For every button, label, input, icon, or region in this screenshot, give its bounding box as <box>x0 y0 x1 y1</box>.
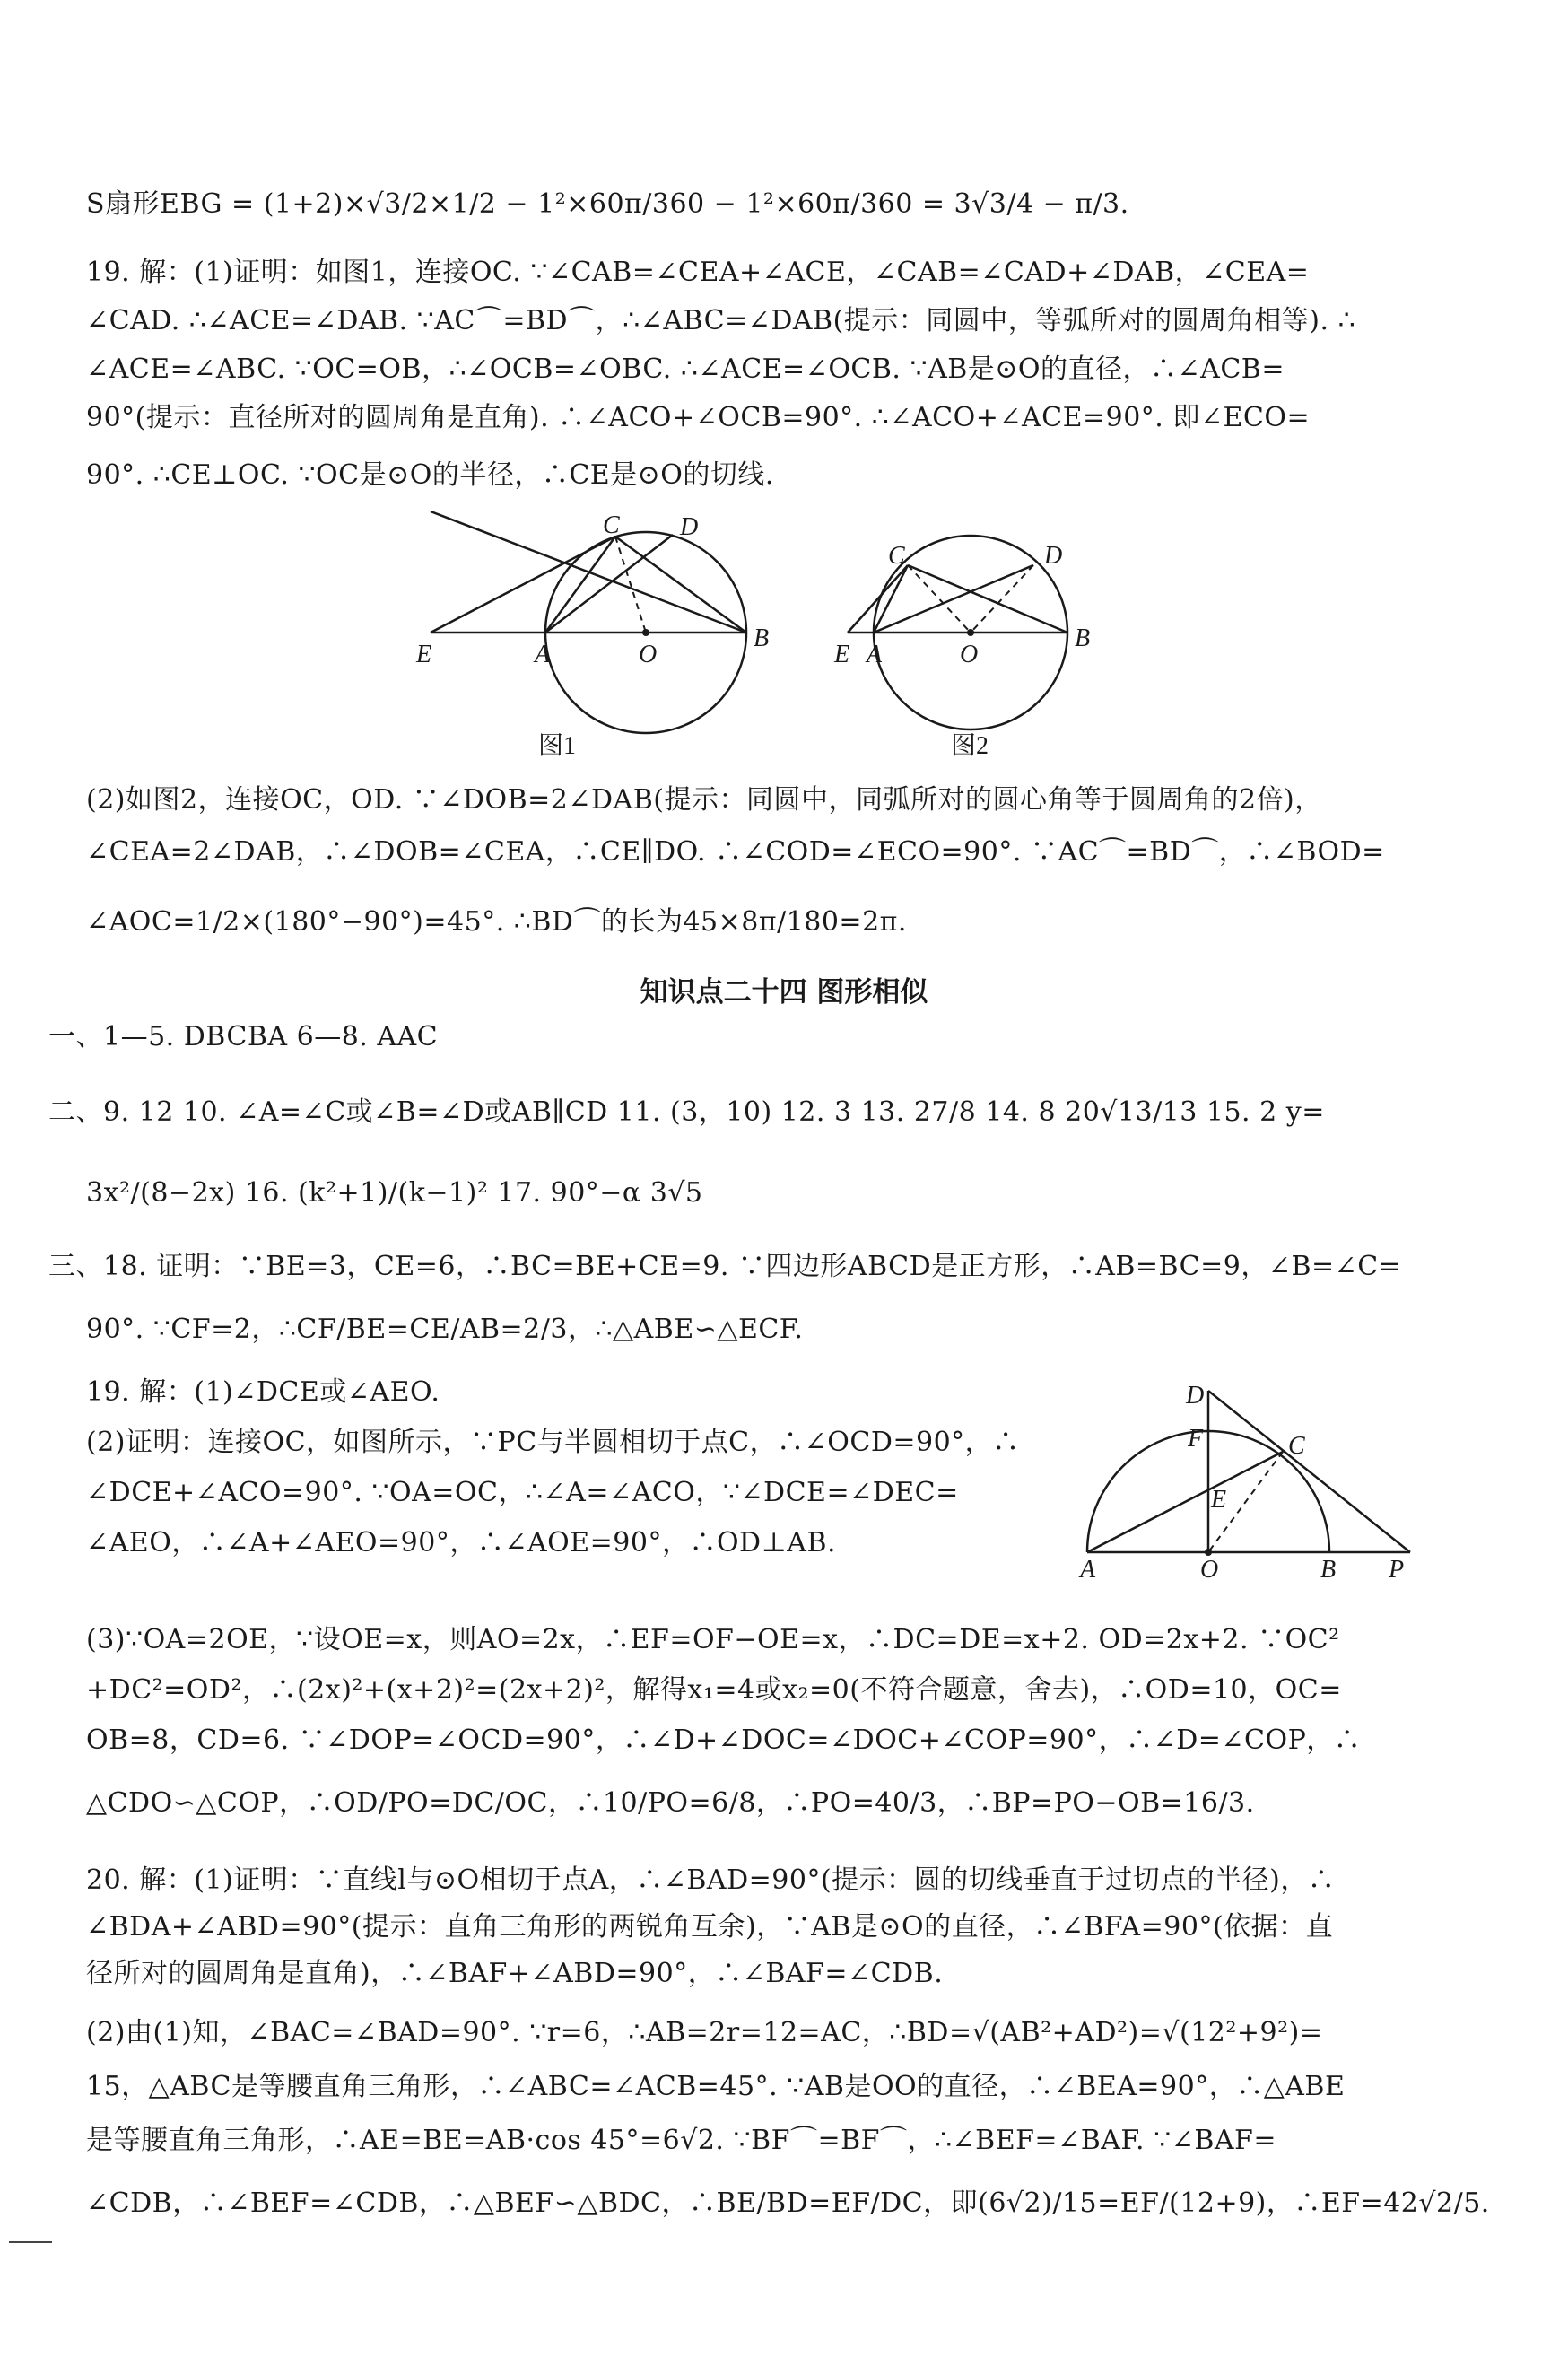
line-cb <box>908 565 1067 633</box>
label-d: D <box>680 513 699 541</box>
line-29: ∠CDB，∴∠BEF=∠CDB，∴△BEF∽△BDC，∴BE/BD=EF/DC，即(6√2)/15=EF/(12+9)，∴EF=42√2/5. <box>86 2187 1490 2219</box>
label-e: E <box>1211 1486 1227 1514</box>
center-point <box>1205 1549 1212 1556</box>
line-07: (2)如图2，连接OC，OD. ∵∠DOB=2∠DAB(提示：同圆中，同弧所对的圆心角等于圆周角的2倍)， <box>86 784 1322 816</box>
line-09: ∠AOC=1/2×(180°−90°)=45°. ∴BD⌒的长为45×8π/180=2π. <box>86 906 907 938</box>
line-20: +DC²=OD²，∴(2x)²+(x+2)²=(2x+2)²，解得x₁=4或x₂=0(不符合题意，舍去)，∴OD=10，OC= <box>86 1674 1342 1706</box>
line-06: 90°. ∴CE⊥OC. ∵OC是⊙O的半径，∴CE是⊙O的切线. <box>86 459 774 491</box>
line-17: ∠DCE+∠ACO=90°. ∵OA=OC，∴∠A=∠ACO，∵∠DCE=∠DEC= <box>86 1477 959 1508</box>
label-b: B <box>1320 1556 1337 1579</box>
line-co <box>908 565 971 633</box>
line-26: (2)由(1)知，∠BAC=∠BAD=90°. ∵r=6，∴AB=2r=12=AC，∴BD=√(AB²+AD²)=√(12²+9²)= <box>86 2017 1323 2048</box>
label-d: D <box>1044 542 1063 570</box>
line-25: 径所对的圆周角是直角)，∴∠BAF+∠ABD=90°，∴∠BAF=∠CDB. <box>86 1958 944 1989</box>
figure-3 <box>1076 1382 1417 1579</box>
label-c: C <box>603 511 620 539</box>
label-a: A <box>867 641 883 668</box>
figure-2 <box>825 511 1121 772</box>
line-18: ∠AEO，∴∠A+∠AEO=90°，∴∠AOE=90°，∴OD⊥AB. <box>86 1527 837 1559</box>
label-o: O <box>639 641 658 668</box>
label-b: B <box>1075 624 1091 652</box>
label-e: E <box>834 641 850 668</box>
center-point <box>642 629 649 636</box>
label-a: A <box>1080 1556 1096 1579</box>
line-22: △CDO∽△COP，∴OD/PO=DC/OC，∴10/PO=6/8，∴PO=40/3，∴BP=PO−OB=16/3. <box>86 1787 1255 1819</box>
line-ac <box>1087 1452 1283 1552</box>
center-point <box>967 629 974 636</box>
line-16: (2)证明：连接OC，如图所示，∵PC与半圆相切于点C，∴∠OCD=90°，∴ <box>86 1427 1020 1458</box>
label-c: C <box>1288 1432 1305 1460</box>
line-15: 19. 解：(1)∠DCE或∠AEO. <box>86 1376 440 1408</box>
line-do <box>971 565 1033 633</box>
line-cb <box>615 537 746 633</box>
footer-rule <box>9 2241 52 2243</box>
line-19: (3)∵OA=2OE，∵设OE=x，则AO=2x，∴EF=OF−OE=x，∴DC=DE=x+2. OD=2x+2. ∵OC² <box>86 1624 1340 1655</box>
line-11: 二、9. 12 10. ∠A=∠C或∠B=∠D或AB∥CD 11. (3，10) 12. 3 13. 27/8 14. 8 20√13/13 15. 2 y= <box>48 1096 1325 1128</box>
label-o: O <box>960 641 979 668</box>
line-01: S扇形EBG = (1+2)×√3/2×1/2 − 1²×60π/360 − 1²×60π/360 = 3√3/4 − π/3. <box>86 188 1129 220</box>
label-b: B <box>754 624 770 652</box>
line-02: 19. 解：(1)证明：如图1，连接OC. ∵∠CAB=∠CEA+∠ACE，∠CAB=∠CAD+∠DAB，∠CEA= <box>86 257 1310 288</box>
label-c: C <box>888 542 905 570</box>
line-21: OB=8，CD=6. ∵∠DOP=∠OCD=90°，∴∠D+∠DOC=∠DOC+∠COP=90°，∴∠D=∠COP，∴ <box>86 1724 1362 1756</box>
line-ec <box>431 537 615 633</box>
caption: 图2 <box>951 732 989 760</box>
line-23: 20. 解：(1)证明：∵直线l与⊙O相切于点A，∴∠BAD=90°(提示：圆的切线垂直于过切点的半径)，∴ <box>86 1864 1336 1896</box>
line-05: 90°(提示：直径所对的圆周角是直角). ∴∠ACO+∠OCB=90°. ∴∠ACO+∠ACE=90°. 即∠ECO= <box>86 402 1311 433</box>
caption: 图1 <box>538 732 577 760</box>
label-p: P <box>1389 1556 1405 1579</box>
figure-1 <box>404 511 780 772</box>
label-e: E <box>416 641 432 668</box>
line-ac <box>545 537 615 633</box>
line-27: 15，△ABC是等腰直角三角形，∴∠ABC=∠ACB=45°. ∵AB是OO的直径，∴∠BEA=90°，∴△ABE <box>86 2071 1346 2102</box>
line-04: ∠ACE=∠ABC. ∵OC=OB，∴∠OCB=∠OBC. ∴∠ACE=∠OCB. ∵AB是⊙O的直径，∴∠ACB= <box>86 354 1285 385</box>
line-ad <box>545 535 673 633</box>
label-d: D <box>1186 1382 1205 1410</box>
line-14: 90°. ∵CF=2，∴CF/BE=CE/AB=2/3，∴△ABE∽△ECF. <box>86 1314 804 1345</box>
label-a: A <box>535 641 551 668</box>
line-12: 3x²/(8−2x) 16. (k²+1)/(k−1)² 17. 90°−α 3√5 <box>86 1177 703 1209</box>
section-heading: 知识点二十四 图形相似 <box>640 976 928 1009</box>
line-28: 是等腰直角三角形，∴AE=BE=AB·cos 45°=6√2. ∵BF⌒=BF⌒，∴∠BEF=∠BAF. ∵∠BAF= <box>86 2125 1277 2156</box>
label-f: F <box>1188 1425 1204 1453</box>
line-08: ∠CEA=2∠DAB，∴∠DOB=∠CEA，∴CE∥DO. ∴∠COD=∠ECO=90°. ∵AC⌒=BD⌒，∴∠BOD= <box>86 836 1385 868</box>
line-03: ∠CAD. ∴∠ACE=∠DAB. ∵AC⌒=BD⌒，∴∠ABC=∠DAB(提示：同圆中，等弧所对的圆周角相等). ∴ <box>86 305 1356 336</box>
label-o: O <box>1200 1556 1219 1579</box>
line-10: 一、1—5. DBCBA 6—8. AAC <box>48 1021 439 1052</box>
line-13: 三、18. 证明：∵BE=3，CE=6，∴BC=BE+CE=9. ∵四边形ABCD是正方形，∴AB=BC=9，∠B=∠C= <box>48 1251 1402 1282</box>
line-dp <box>1208 1391 1410 1552</box>
line-24: ∠BDA+∠ABD=90°(提示：直角三角形的两锐角互余)，∵AB是⊙O的直径，∴∠BFA=90°(依据：直 <box>86 1911 1334 1943</box>
